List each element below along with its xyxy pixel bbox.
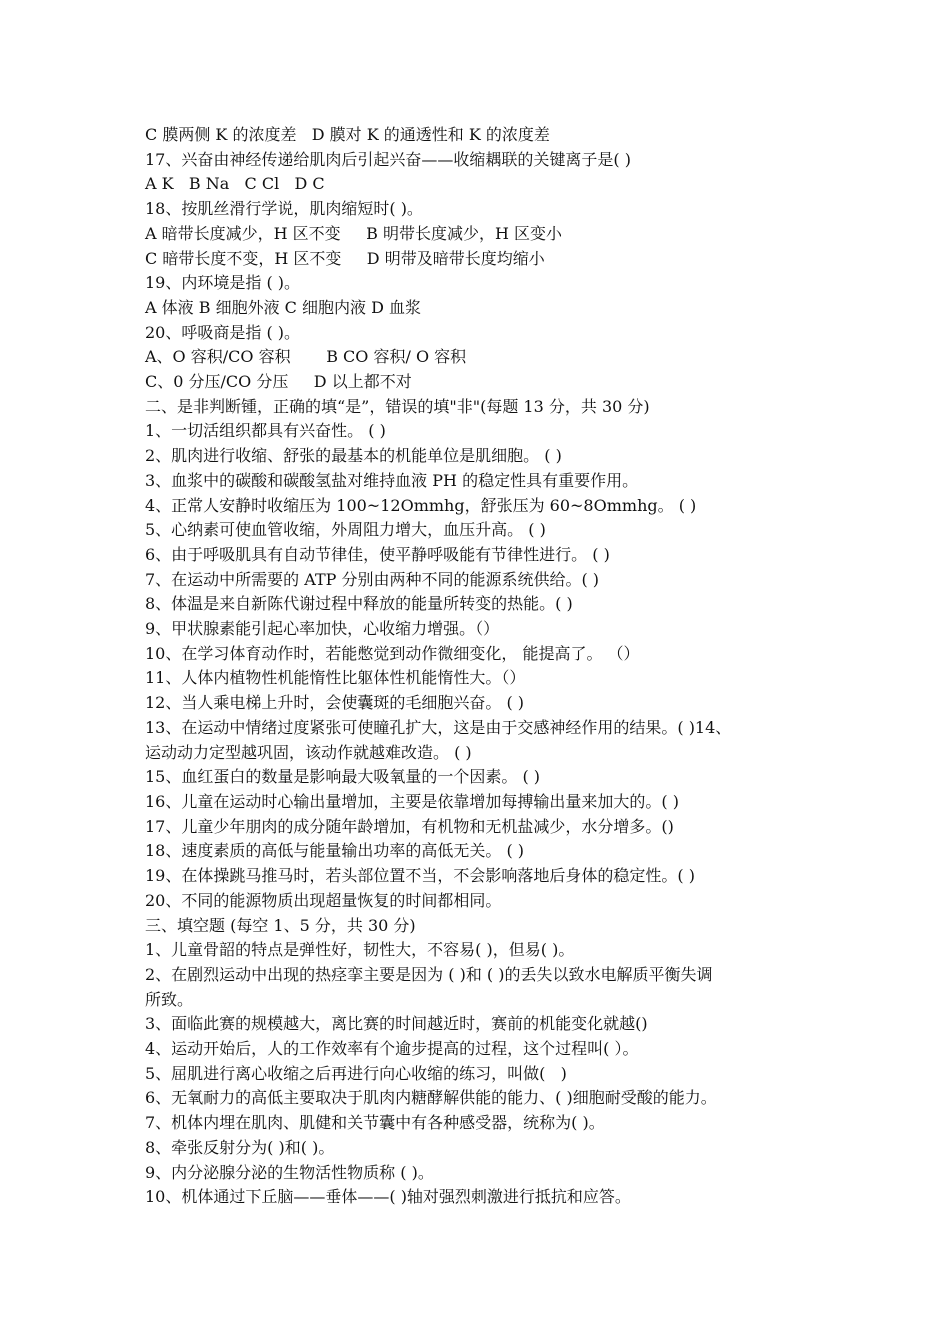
- text-line: 16、儿童在运动时心输出量增加，主要是依靠增加每搏输出量来加大的。( ): [145, 791, 679, 811]
- text-line: A、O 容积/CO 容积 B CO 容积/ O 容积: [145, 347, 467, 367]
- text-line: 8、牵张反射分为( )和( )。: [145, 1137, 335, 1157]
- text-line: 6、无氧耐力的高低主要取决于肌肉内糖酵解供能的能力、( )细胞耐受酸的能力。: [145, 1088, 717, 1108]
- text-line: 5、屈肌进行离心收缩之后再进行向心收缩的练习，叫做( ): [145, 1063, 567, 1083]
- text-line: 9、内分泌腺分泌的生物活性物质称 ( )。: [145, 1162, 434, 1182]
- text-line: 3、血浆中的碳酸和碳酸氢盐对维持血液 PH 的稳定性具有重要作用。: [145, 470, 639, 490]
- text-line: 4、运动开始后，人的工作效率有个逾步提高的过程，这个过程叫( ）。: [145, 1039, 639, 1059]
- text-line: 8、体温是来自新陈代谢过程中释放的能量所转变的热能。( ): [145, 594, 573, 614]
- text-line: 2、肌肉进行收缩、舒张的最基本的机能单位是肌细胞。 ( ): [145, 446, 562, 466]
- text-line: 17、儿童少年朋肉的成分随年龄增加，有机物和无机盐减少，水分增多。(): [145, 816, 674, 836]
- text-line: 20、呼吸商是指 ( )。: [145, 322, 301, 342]
- section-heading: 二、是非判断锺，正确的填“是”，错误的填"非"(每题 13 分，共 30 分): [145, 396, 650, 416]
- text-line: 13、在运动中情绪过度紧张可使瞳孔扩大，这是由于交感神经作用的结果。( )14、: [145, 717, 732, 737]
- text-line: 5、心纳素可使血管收缩，外周阻力增大，血压升高。 ( ): [145, 520, 546, 540]
- text-line: 2、在剧烈运动中出现的热痉挛主要是因为 ( )和 ( )的丢失以致水电解质平衡失调: [145, 964, 713, 984]
- text-line: A 体液 B 细胞外液 C 细胞内液 D 血浆: [145, 297, 421, 317]
- text-line: 9、甲状腺素能引起心率加快，心收缩力增强。（）: [145, 619, 500, 639]
- text-line: 4、正常人安静时收缩压为 100~12Ommhg，舒张压为 60~8Ommhg。 ( ): [145, 495, 697, 515]
- text-line: C 膜两侧 K 的浓度差 D 膜对 K 的通透性和 K 的浓度差: [145, 125, 550, 144]
- text-line: C、0 分压/CO 分压 D 以上都不对: [145, 372, 412, 392]
- text-line: 20、不同的能源物质出现超量恢复的时间都相同。: [145, 890, 502, 910]
- text-line: 运动动力定型越巩固，该动作就越难改造。 ( ): [145, 742, 472, 762]
- text-line: 18、按肌丝滑行学说，肌肉缩短时( )。: [145, 199, 423, 219]
- text-line: A 暗带长度减少，H 区不变 B 明带长度减少，H 区变小: [145, 223, 562, 243]
- text-line: 17、兴奋由神经传递给肌肉后引起兴奋——收缩耦联的关键离子是( ): [145, 149, 631, 169]
- text-line: 7、机体内埋在肌肉、肌健和关节囊中有各种感受器，统称为( )。: [145, 1113, 605, 1133]
- text-line: 所致。: [145, 989, 194, 1009]
- text-line: 10、机体通过下丘脑——垂体——( )轴对强烈刺激进行抵抗和应答。: [145, 1187, 631, 1207]
- text-line: 10、在学习体育动作时，若能憋觉到动作微细变化， 能提高了。 （）: [145, 643, 640, 663]
- text-line: 1、儿童骨韶的特点是弹性好，韧性大，不容易( )，但易( )。: [145, 940, 575, 960]
- text-line: 3、面临此赛的规模越大，离比赛的时间越近时，赛前的机能变化就越(): [145, 1014, 648, 1034]
- text-line: 19、内环境是指 ( )。: [145, 273, 301, 293]
- text-line: 18、速度素质的高低与能量输出功率的高低无关。 ( ): [145, 841, 525, 861]
- text-line: 12、当人乘电梯上升时，会使囊斑的毛细胞兴奋。 ( ): [145, 693, 525, 713]
- text-line: 15、血红蛋白的数量是影响最大吸氧量的一个因素。 ( ): [145, 767, 541, 787]
- text-line: 11、人体内植物性机能惰性比躯体性机能惰性大。（）: [145, 668, 526, 688]
- text-line: 6、由于呼吸肌具有自动节律佳，使平静呼吸能有节律性进行。 ( ): [145, 544, 610, 564]
- text-line: 7、在运动中所需要的 ATP 分别由两种不同的能源系统供给。( ): [145, 569, 600, 589]
- document-body: [145, 123, 815, 1210]
- text-line: 19、在体操跳马推马时，若头部位置不当，不会影响落地后身体的稳定性。( ): [145, 866, 695, 886]
- text-line: C 暗带长度不变，H 区不变 D 明带及暗带长度均缩小: [145, 248, 545, 268]
- text-line: 1、一切活组织都具有兴奋性。 ( ): [145, 421, 386, 441]
- section-heading: 三、填空题 (每空 1、5 分，共 30 分): [145, 915, 416, 935]
- text-line: A K B Na C Cl D C: [145, 174, 325, 194]
